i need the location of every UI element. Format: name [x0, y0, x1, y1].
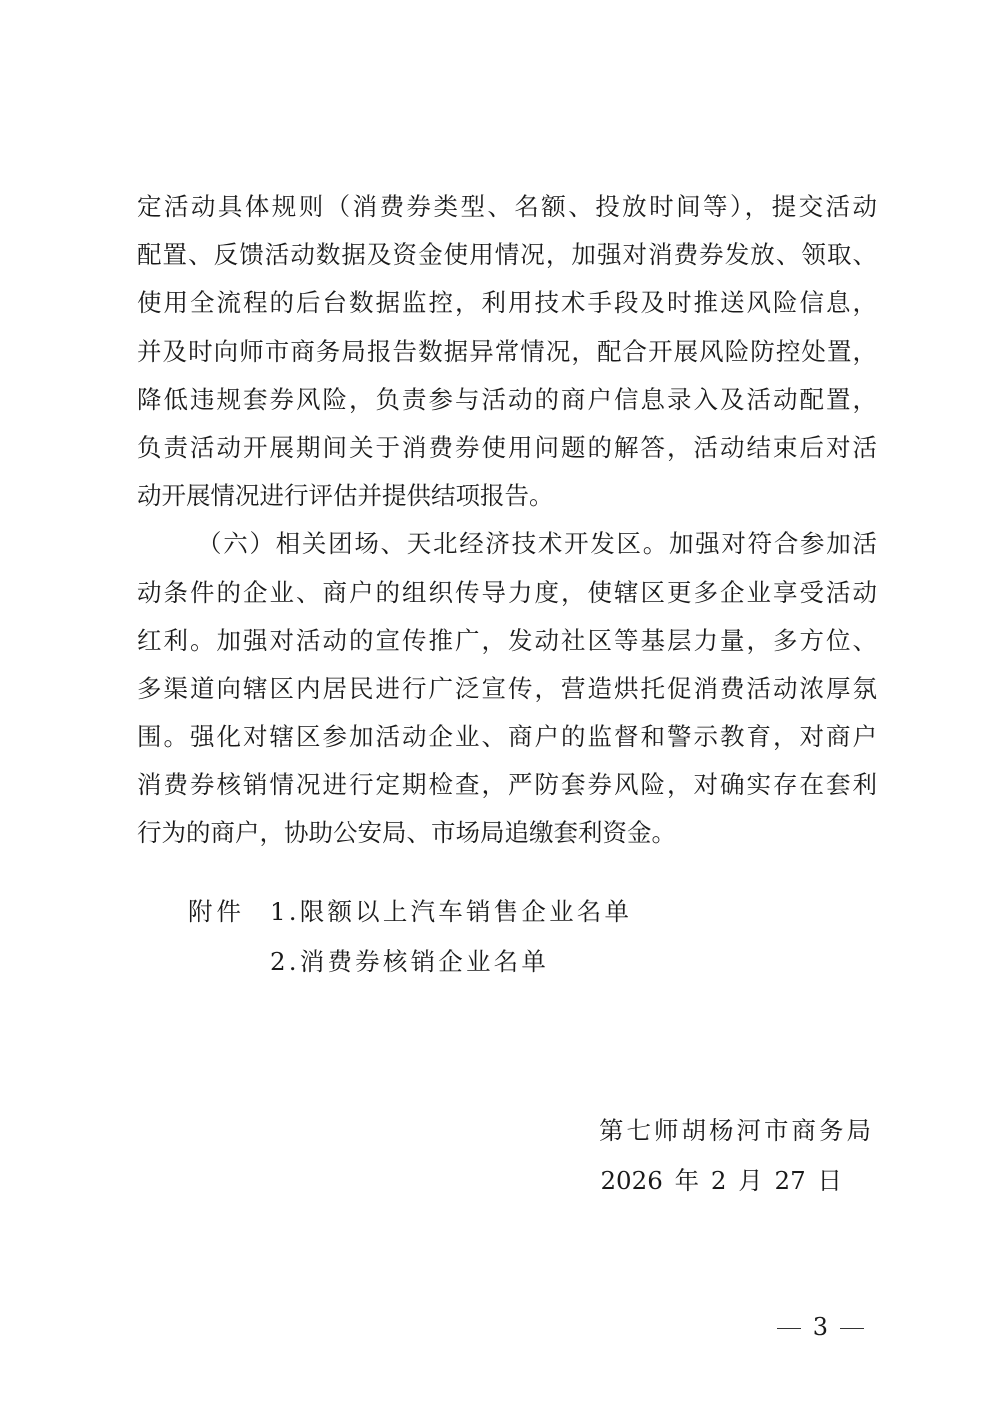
paragraph-line: 动条件的企业、商户的组织传导力度，使辖区更多企业享受活动	[137, 577, 877, 607]
attachment-item: 2.消费券核销企业名单	[270, 947, 550, 976]
paragraph-line: 消费券核销情况进行定期检查，严防套券风险，对确实存在套利	[137, 770, 877, 800]
issuing-organization: 第七师胡杨河市商务局	[599, 1116, 874, 1145]
paragraph-line: 动开展情况进行评估并提供结项报告。	[137, 481, 554, 511]
issue-date: 2026 年 2 月 27 日	[600, 1166, 842, 1195]
paragraph-line: 并及时向师市商务局报告数据异常情况，配合开展风险防控处置，	[137, 336, 877, 366]
paragraph-line: 行为的商户，协助公安局、市场局追缴套利资金。	[137, 818, 676, 848]
body-text	[137, 183, 877, 858]
attachment-row	[188, 887, 632, 937]
attachments-section	[188, 887, 632, 987]
attachments-label: 附件	[188, 897, 245, 926]
paragraph-line: 降低违规套券风险，负责参与活动的商户信息录入及活动配置，	[137, 384, 877, 414]
paragraph-line: 使用全流程的后台数据监控，利用技术手段及时推送风险信息，	[137, 288, 877, 318]
paragraph-line: 多渠道向辖区内居民进行广泛宣传，营造烘托促消费活动浓厚氛	[137, 673, 877, 703]
dash-left	[777, 1328, 801, 1329]
dash-right	[840, 1328, 864, 1329]
paragraph-line: 配置、反馈活动数据及资金使用情况，加强对消费券发放、领取、	[137, 240, 877, 270]
attachment-row	[188, 937, 632, 987]
paragraph-line: 红利。加强对活动的宣传推广，发动社区等基层力量，多方位、	[137, 625, 877, 655]
section-heading-line: （六）相关团场、天北经济技术开发区。加强对符合参加活	[197, 529, 877, 559]
paragraph-line: 定活动具体规则（消费券类型、名额、投放时间等），提交活动	[137, 192, 877, 221]
signature-block	[599, 1106, 874, 1206]
attachment-item: 1.限额以上汽车销售企业名单	[270, 897, 633, 926]
paragraph-line: 围。强化对辖区参加活动企业、商户的监督和警示教育，对商户	[137, 722, 877, 752]
page-number-value: 3	[812, 1313, 828, 1341]
paragraph-line: 负责活动开展期间关于消费券使用问题的解答，活动结束后对活	[137, 432, 877, 462]
page-number	[765, 1313, 876, 1341]
